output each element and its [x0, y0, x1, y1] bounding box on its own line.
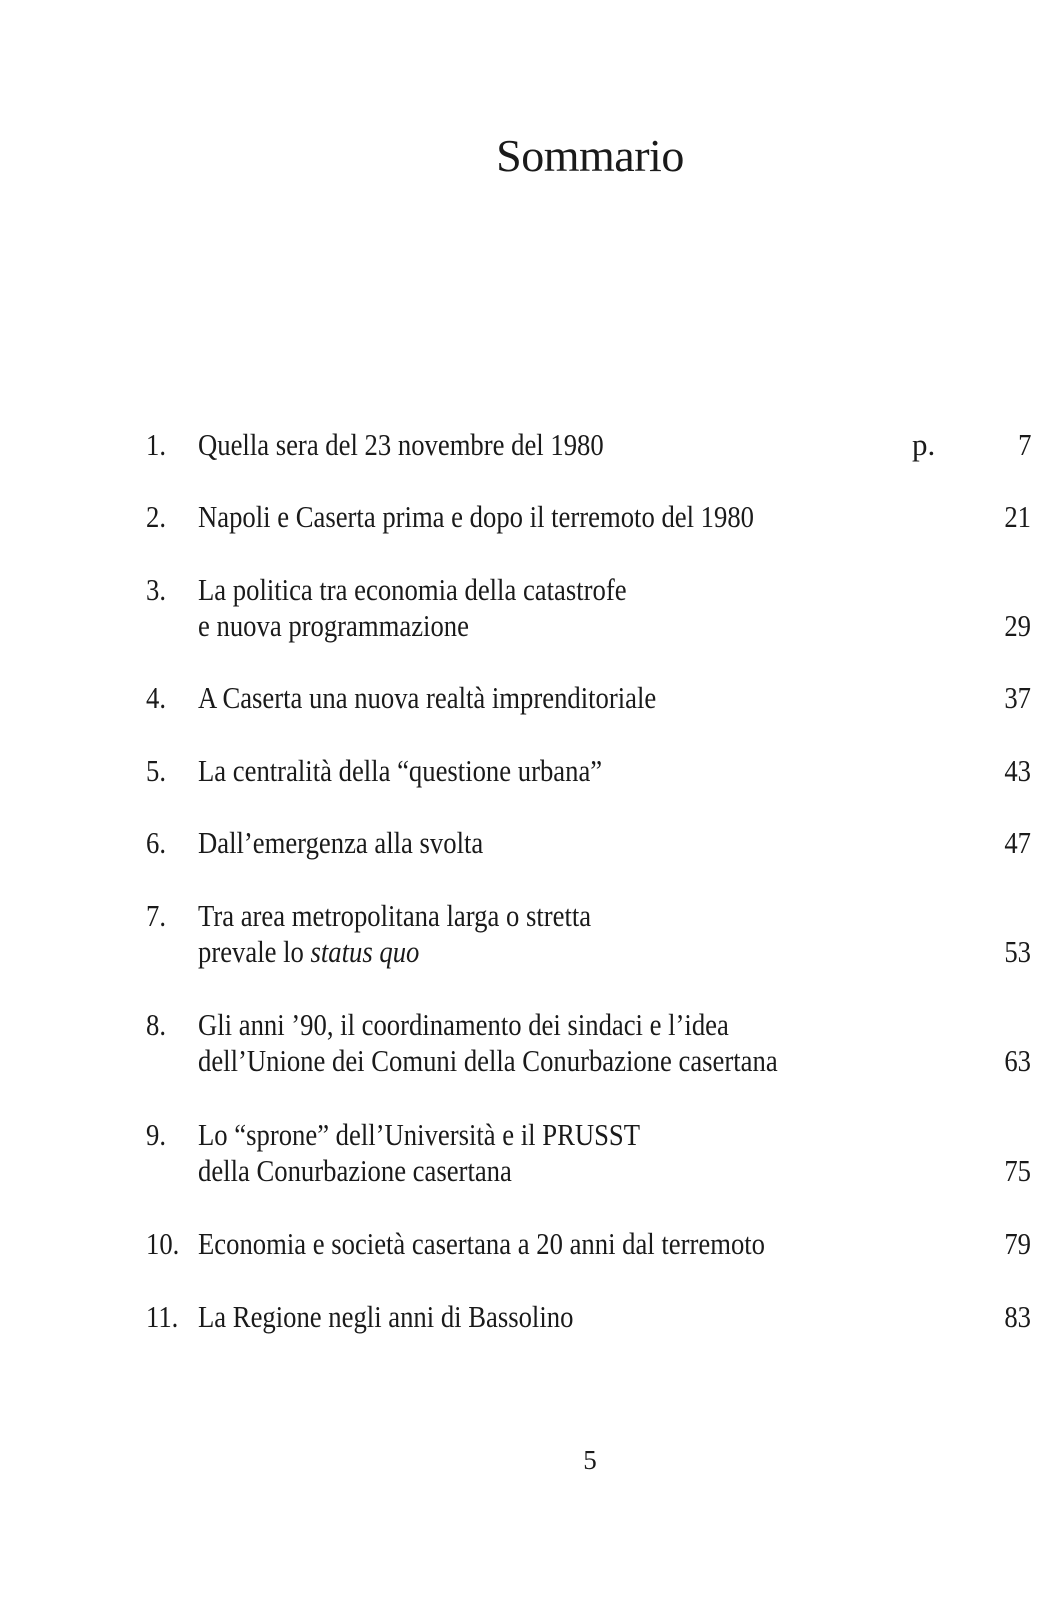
entry-page: 83: [1004, 1299, 1031, 1334]
entry-title-italic: status quo: [310, 934, 420, 969]
entry-title: Quella sera del 23 novembre del 1980: [198, 427, 604, 462]
entry-title: Dall’emergenza alla svolta: [198, 825, 484, 860]
entry-title: La politica tra economia della catastrofe: [198, 572, 627, 607]
entry-number: 2.: [146, 499, 166, 534]
entry-title-text: prevale lo: [198, 934, 311, 969]
entry-page: 7: [1017, 427, 1031, 462]
page-label: p.: [912, 427, 936, 462]
entry-number: 7.: [146, 898, 166, 933]
entry-page: 63: [1004, 1043, 1031, 1078]
entry-number: 6.: [146, 825, 166, 860]
entry-page: 53: [1004, 934, 1031, 969]
entry-number: 5.: [146, 753, 166, 788]
entry-title-continued: dell’Unione dei Comuni della Conurbazione casertana: [198, 1043, 778, 1078]
entry-number: 1.: [146, 427, 166, 462]
entry-number: 8.: [146, 1007, 166, 1042]
entry-page: 21: [1004, 499, 1031, 534]
entry-title: Economia e società casertana a 20 anni dal terremoto: [198, 1226, 766, 1261]
entry-page: 29: [1004, 608, 1031, 643]
entry-page: 43: [1004, 753, 1031, 788]
entry-title: La Regione negli anni di Bassolino: [198, 1299, 574, 1334]
entry-page: 79: [1004, 1226, 1031, 1261]
entry-page: 37: [1004, 680, 1031, 715]
page-title: Sommario: [496, 130, 684, 181]
entry-page: 47: [1004, 825, 1031, 860]
entry-title-continued: [198, 932, 419, 972]
entry-number: 10.: [146, 1226, 180, 1261]
entry-title-continued: della Conurbazione casertana: [198, 1153, 512, 1188]
entry-title: Gli anni ’90, il coordinamento dei sindaci e l’idea: [198, 1007, 729, 1042]
entry-title: A Caserta una nuova realtà imprenditoriale: [198, 680, 657, 715]
entry-number: 9.: [146, 1117, 166, 1152]
entry-title: La centralità della “questione urbana”: [198, 753, 603, 788]
entry-number: 3.: [146, 572, 166, 607]
entry-number: 4.: [146, 680, 166, 715]
entry-title: Napoli e Caserta prima e dopo il terremoto del 1980: [198, 499, 755, 534]
entry-title-continued: e nuova programmazione: [198, 608, 469, 643]
page-number: 5: [583, 1445, 597, 1475]
entry-page: 75: [1004, 1153, 1031, 1188]
entry-number: 11.: [146, 1299, 179, 1334]
entry-title: Lo “sprone” dell’Università e il PRUSST: [198, 1117, 641, 1152]
entry-title: Tra area metropolitana larga o stretta: [198, 898, 592, 933]
